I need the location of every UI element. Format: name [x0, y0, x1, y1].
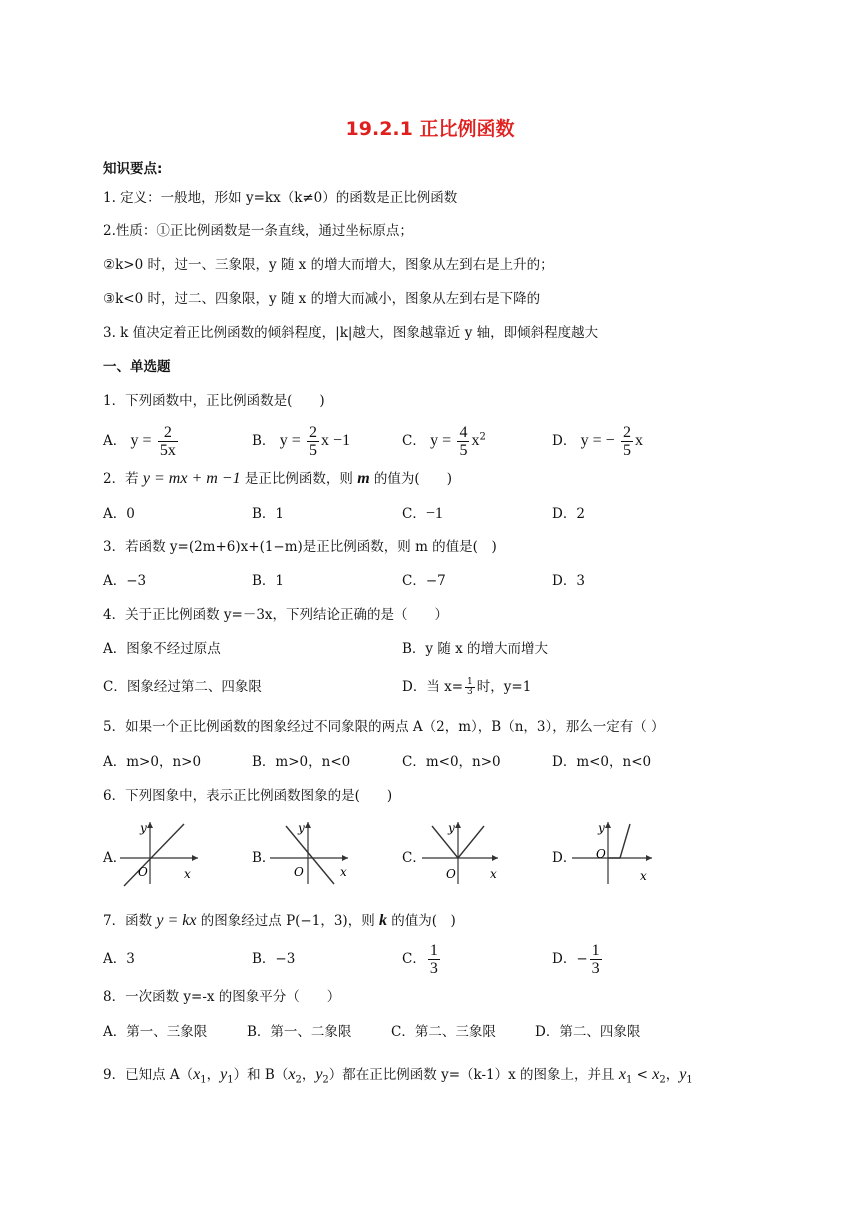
question-7-option-b: B．−3 — [252, 951, 296, 967]
svg-text:y: y — [598, 821, 605, 835]
question-1-option-c: C． y = $\frac{4}{5}$ $x^2$ — [402, 424, 486, 459]
question-1-option-d: D． y = − $\frac{2}{5}$ x — [552, 424, 643, 459]
question-9-stem: 9．已知点 $A(x_1$，$y_1$）和 $B(x_2$，$y_2$）都在正比例函数 y=（k-1）x 的图象上，并且 $x_1 < x_2$，$y_1$ — [103, 1066, 693, 1086]
svg-text:O: O — [138, 865, 148, 879]
knowledge-property-2: ②k>0 时，过一、三象限，y 随 x 的增大而增大，图象从左到右是上升的； — [103, 257, 554, 273]
knowledge-property-3: ③k<0 时，过二、四象限，y 随 x 的增大而减小，图象从左到右是下降的 — [103, 291, 541, 307]
knowledge-heading: 知识要点: — [103, 161, 163, 177]
question-3-stem: 3．若函数 y=(2m+6)x+(1−m)是正比例函数，则 m 的值是( ) — [103, 539, 497, 555]
question-6-option-b: B． — [252, 850, 276, 866]
question-5-stem: 5．如果一个正比例函数的图象经过不同象限的两点 A（2，m），B（n，3），那么一定有（ ） — [103, 719, 665, 735]
question-3-option-a: A．−3 — [103, 573, 147, 589]
svg-text:O: O — [596, 847, 606, 861]
graph-a — [118, 818, 208, 888]
question-5-option-c: C．m<0，n>0 — [402, 754, 501, 770]
question-7-option-a: A．3 — [103, 951, 135, 967]
svg-text:O: O — [294, 865, 304, 879]
question-2-option-a: A．0 — [103, 506, 135, 522]
svg-text:y: y — [298, 821, 305, 835]
question-7-option-d: D．− $\frac{1}{3}$ — [552, 942, 600, 977]
question-4-option-b: B．y 随 x 的增大而增大 — [402, 641, 549, 657]
question-8-option-c: C．第二、三象限 — [391, 1024, 496, 1040]
question-4-option-d: D．当 x= $\frac{1}{3}$ 时，y=1 — [402, 677, 532, 697]
graph-c — [418, 818, 508, 888]
question-4-option-c: C．图象经过第二、四象限 — [103, 679, 262, 695]
question-8-option-b: B．第一、二象限 — [247, 1024, 352, 1040]
question-3-option-d: D．3 — [552, 573, 585, 589]
question-1-stem: 1．下列函数中，正比例函数是( ) — [103, 393, 325, 409]
question-8-stem: 8．一次函数 y=-x 的图象平分（ ） — [103, 989, 341, 1005]
question-8-option-d: D．第二、四象限 — [535, 1024, 641, 1040]
question-5-option-b: B．m>0，n<0 — [252, 754, 351, 770]
question-8-option-a: A．第一、三象限 — [103, 1024, 208, 1040]
question-6-stem: 6．下列图象中，表示正比例函数图象的是( ) — [103, 788, 393, 804]
question-6-option-c: C． — [402, 850, 426, 866]
svg-text:y: y — [448, 821, 455, 835]
knowledge-slope: 3. k 值决定着正比例函数的倾斜程度，|k|越大，图象越靠近 y 轴，即倾斜程度越大 — [103, 325, 599, 341]
svg-text:x: x — [640, 869, 647, 883]
question-4-option-a: A．图象不经过原点 — [103, 641, 221, 657]
question-4-stem: 4．关于正比例函数 y=－3x，下列结论正确的是（ ） — [103, 607, 449, 623]
question-2-option-b: B．1 — [252, 506, 285, 522]
svg-text:x: x — [490, 867, 497, 881]
knowledge-property-1: 2.性质：①正比例函数是一条直线，通过坐标原点； — [103, 223, 413, 239]
question-5-option-a: A．m>0，n>0 — [103, 754, 202, 770]
svg-text:x: x — [340, 865, 347, 879]
question-3-option-b: B．1 — [252, 573, 285, 589]
page-title: 19.2.1 正比例函数 — [345, 118, 515, 140]
question-6-option-a: A． — [103, 850, 127, 866]
question-6-option-d: D． — [552, 850, 577, 866]
question-2-option-d: D．2 — [552, 506, 585, 522]
question-5-option-d: D．m<0，n<0 — [552, 754, 652, 770]
question-2-option-c: C．−1 — [402, 505, 443, 522]
svg-text:O: O — [446, 867, 456, 881]
graph-d — [568, 818, 658, 888]
knowledge-definition: 1. 定义：一般地，形如 y=kx（k≠0）的函数是正比例函数 — [103, 190, 458, 206]
question-7-stem: 7．函数 y = kx 的图象经过点 P(−1，3)，则 k 的值为( ) — [103, 912, 456, 929]
question-7-option-c: C． $\frac{1}{3}$ — [402, 942, 438, 977]
question-1-option-b: B． y = $\frac{2}{5}$ x −1 — [252, 424, 351, 459]
question-1-option-a: A． y = $\frac{2}{5x}$ — [103, 424, 176, 459]
section-heading: 一、单选题 — [103, 359, 171, 375]
question-3-option-c: C．−7 — [402, 573, 446, 589]
question-2-stem: 2．若 y = mx + m −1 是正比例函数，则 m 的值为( ) — [103, 470, 452, 487]
svg-text:y: y — [140, 821, 147, 835]
svg-text:x: x — [184, 867, 191, 881]
graph-b — [268, 818, 358, 888]
